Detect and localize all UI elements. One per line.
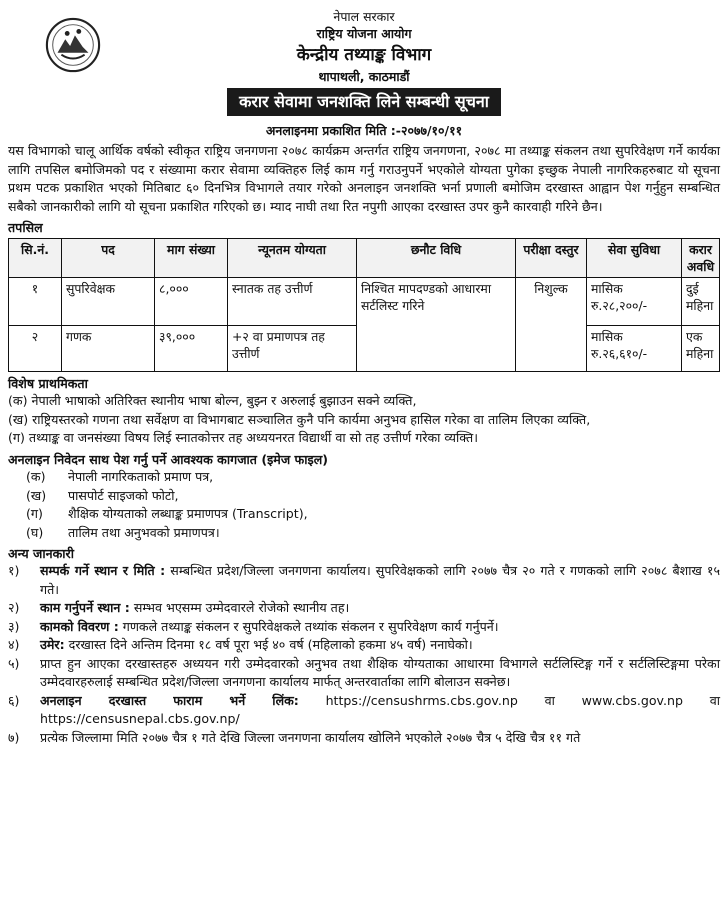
row-sn: २ — [9, 325, 62, 371]
item-text: शैक्षिक योग्यताको लब्धाङ्क प्रमाणपत्र (Transcript), — [68, 506, 308, 522]
row-sn: १ — [9, 277, 62, 325]
other-info-list — [8, 562, 720, 747]
item-text — [40, 729, 720, 748]
item-text — [40, 618, 720, 637]
exam-fee: निशुल्क — [516, 277, 587, 371]
notice-banner: करार सेवामा जनशक्ति लिने सम्बन्धी सूचना — [227, 88, 501, 116]
item-number: ५) — [8, 655, 20, 671]
address-line: थापाथली, काठमाडौं — [318, 69, 410, 84]
row-post: सुपरिवेक्षक — [62, 277, 155, 325]
list-item — [8, 599, 720, 618]
col-count: माग संख्या — [155, 238, 228, 277]
other-info-title: अन्य जानकारी — [8, 546, 74, 562]
item-text — [40, 599, 720, 618]
commission-line: राष्ट्रिय योजना आयोग — [316, 26, 412, 41]
nepal-emblem-icon — [44, 16, 102, 74]
list-item — [8, 655, 720, 692]
item-heading: उमेर: — [40, 637, 65, 653]
item-heading: कामको विवरण : — [40, 618, 119, 634]
documents-title: अनलाइन निवेदन साथ पेश गर्नु पर्ने आवश्यक कागजात (इमेज फाइल) — [8, 451, 329, 467]
list-item — [8, 468, 720, 487]
row-pay: मासिक रु.२८,२००/- — [587, 277, 682, 325]
item-number: ३) — [8, 618, 20, 634]
item-body: सम्बन्धित प्रदेश/जिल्ला जनगणना कार्यालय। सुपरिवेक्षकको लागि २०७७ चैत्र २० गते र गणकको लागि २०७८ बैशाख १५ गते। — [40, 563, 720, 597]
item-body: दरखास्त दिने अन्तिम दिनमा १८ वर्ष पूरा भई ४० वर्ष (महिलाको हकमा ४५ वर्ष) ननाघेको। — [64, 637, 473, 653]
item-key: (ग) — [26, 506, 43, 522]
item-text: नेपाली नागरिकताको प्रमाण पत्र, — [68, 469, 214, 485]
list-item: (ग) तथ्याङ्क वा जनसंख्या विषय लिई स्नातकोत्तर तह अध्ययनरत विद्यार्थी वा सो तह उत्तीर्ण गरेका व्यक्ति। — [8, 430, 478, 446]
col-post: पद — [62, 238, 155, 277]
priority-list — [8, 392, 720, 448]
col-fee: परीक्षा दस्तुर — [516, 238, 587, 277]
list-item — [8, 505, 720, 524]
list-item — [8, 729, 720, 748]
list-item — [8, 618, 720, 637]
row-post: गणक — [62, 325, 155, 371]
publish-date: अनलाइनमा प्रकाशित मिति :-२०७७/१०/११ — [265, 123, 463, 138]
item-number: ४) — [8, 637, 20, 653]
item-key: (घ) — [26, 524, 44, 540]
list-item — [8, 562, 720, 599]
row-pay: मासिक रु.२६,६१०/- — [587, 325, 682, 371]
row-term: एक महिना — [682, 325, 720, 371]
item-body: गणकले तथ्याङ्क संकलन र सुपरिवेक्षकले तथ्यांक संकलन र सुपरिवेक्षण कार्य गर्नुपर्ने। — [118, 618, 499, 634]
positions-table — [8, 238, 720, 372]
item-number: ७) — [8, 729, 20, 745]
table-header-row — [9, 238, 720, 277]
item-text — [40, 655, 720, 692]
item-heading: काम गर्नुपर्ने स्थान : — [40, 600, 130, 616]
documents-list — [8, 468, 720, 542]
list-item — [8, 524, 720, 543]
row-qualification: स्नातक तह उत्तीर्ण — [228, 277, 357, 325]
list-item: (ख) राष्ट्रियस्तरको गणना तथा सर्वेक्षण वा विभागबाट सञ्चालित कुनै पनि कार्यमा अनुभव हासिल गरेका वा तालिम लिएका व्यक्ति, — [8, 411, 591, 427]
selection-method: निश्चित मापदण्डको आधारमा सर्टलिस्ट गरिने — [357, 277, 516, 371]
item-number: २) — [8, 600, 20, 616]
item-body: https://censushrms.cbs.gov.np वा www.cbs.gov.np वा https://censusnepal.cbs.gov.np/ — [40, 692, 721, 727]
item-body: सम्भव भएसम्म उम्मेदवारले रोजेको स्थानीय तह। — [129, 600, 350, 616]
table-row — [9, 277, 720, 325]
item-text: तालिम तथा अनुभवको प्रमाणपत्र। — [68, 524, 220, 540]
row-count: ८,००० — [155, 277, 228, 325]
col-selection: छनौट विधि — [357, 238, 516, 277]
list-item — [8, 636, 720, 655]
item-key: (ख) — [26, 487, 47, 503]
intro-paragraph: यस विभागको चालू आर्थिक वर्षको स्वीकृत राष्ट्रिय जनगणना २०७८ कार्यक्रम अन्तर्गत राष्ट्रिय जनगणना, २०७८ मा तथ्याङ्क संकलन तथा सुपरिवेक्षण गर्ने कार्यका लागि तपसिल बमोजिमको पद र संख्यामा करार सेवामा व्यक्तिहरु लिई काम गर्नु गराउनुपर्ने भएकोले योग्यता पुगेका इच्छुक नेपाली नागरिकहरुबाट यो सूचना प्रथम पटक प्रकाशित भएको मितिबाट ६० दिनभित्र विभागले तयार गरेको अनलाइन जनशक्ति भर्ना प्रणाली बमोजिम दरखास्त आह्वान पेश गर्नुहुन सम्बन्धित सबैको जानकारीको लागि यो सूचना प्रकाशित गरिएको छ। म्याद नाघी तथा रित नपुगी आएका दरखास्त उपर कुनै कारवाही गरिने छैन। — [8, 143, 720, 214]
row-qualification: +२ वा प्रमाणपत्र तह उत्तीर्ण — [228, 325, 357, 371]
govt-line: नेपाल सरकार — [333, 9, 395, 24]
item-number: ६) — [8, 692, 20, 708]
item-number: १) — [8, 563, 20, 579]
item-heading: अनलाइन दरखास्त फाराम भर्ने लिंक: — [40, 692, 299, 708]
table-title: तपसिल — [8, 220, 43, 236]
row-term: दुई महिना — [682, 277, 720, 325]
list-item — [8, 692, 720, 729]
priority-title: विशेष प्राथमिकता — [8, 375, 88, 391]
list-item — [8, 487, 720, 506]
col-term: करार अवधि — [682, 238, 720, 277]
item-body: प्राप्त हुन आएका दरखास्तहरु अध्ययन गरी उम्मेदवारको अनुभव तथा शैक्षिक योग्यताका आधारमा विभागले सर्टलिस्टिङ्ग गर्ने र सर्टलिस्टिङ्गमा परेका उम्मेदवारहरुलाई सम्बन्धित प्रदेश/जिल्ला जनगणना कार्यालय मार्फत् अन्तरवार्ताका लागि बोलाउन सक्नेछ। — [40, 655, 720, 690]
item-key: (क) — [26, 469, 46, 485]
notice-header — [8, 8, 720, 116]
item-body: प्रत्येक जिल्लामा मिति २०७७ चैत्र १ गते देखि जिल्ला जनगणना कार्यालय खोलिने भएकोले २०७७ चैत्र ५ देखि चैत्र ११ गते — [40, 729, 581, 745]
list-item: (क) नेपाली भाषाको अतिरिक्त स्थानीय भाषा बोल्न, बुझ्न र अरुलाई बुझाउन सक्ने व्यक्ति, — [8, 393, 417, 409]
item-text — [40, 692, 720, 729]
row-count: ३९,००० — [155, 325, 228, 371]
item-heading: सम्पर्क गर्ने स्थान र मिति : — [40, 563, 166, 579]
col-pay: सेवा सुविधा — [587, 238, 682, 277]
department-title: केन्द्रीय तथ्याङ्क विभाग — [296, 45, 432, 65]
col-qualification: न्यूनतम योग्यता — [228, 238, 357, 277]
item-text: पासपोर्ट साइजको फोटो, — [68, 487, 179, 503]
item-text — [40, 636, 720, 655]
col-sn: सि.नं. — [9, 238, 62, 277]
item-text — [40, 562, 720, 599]
